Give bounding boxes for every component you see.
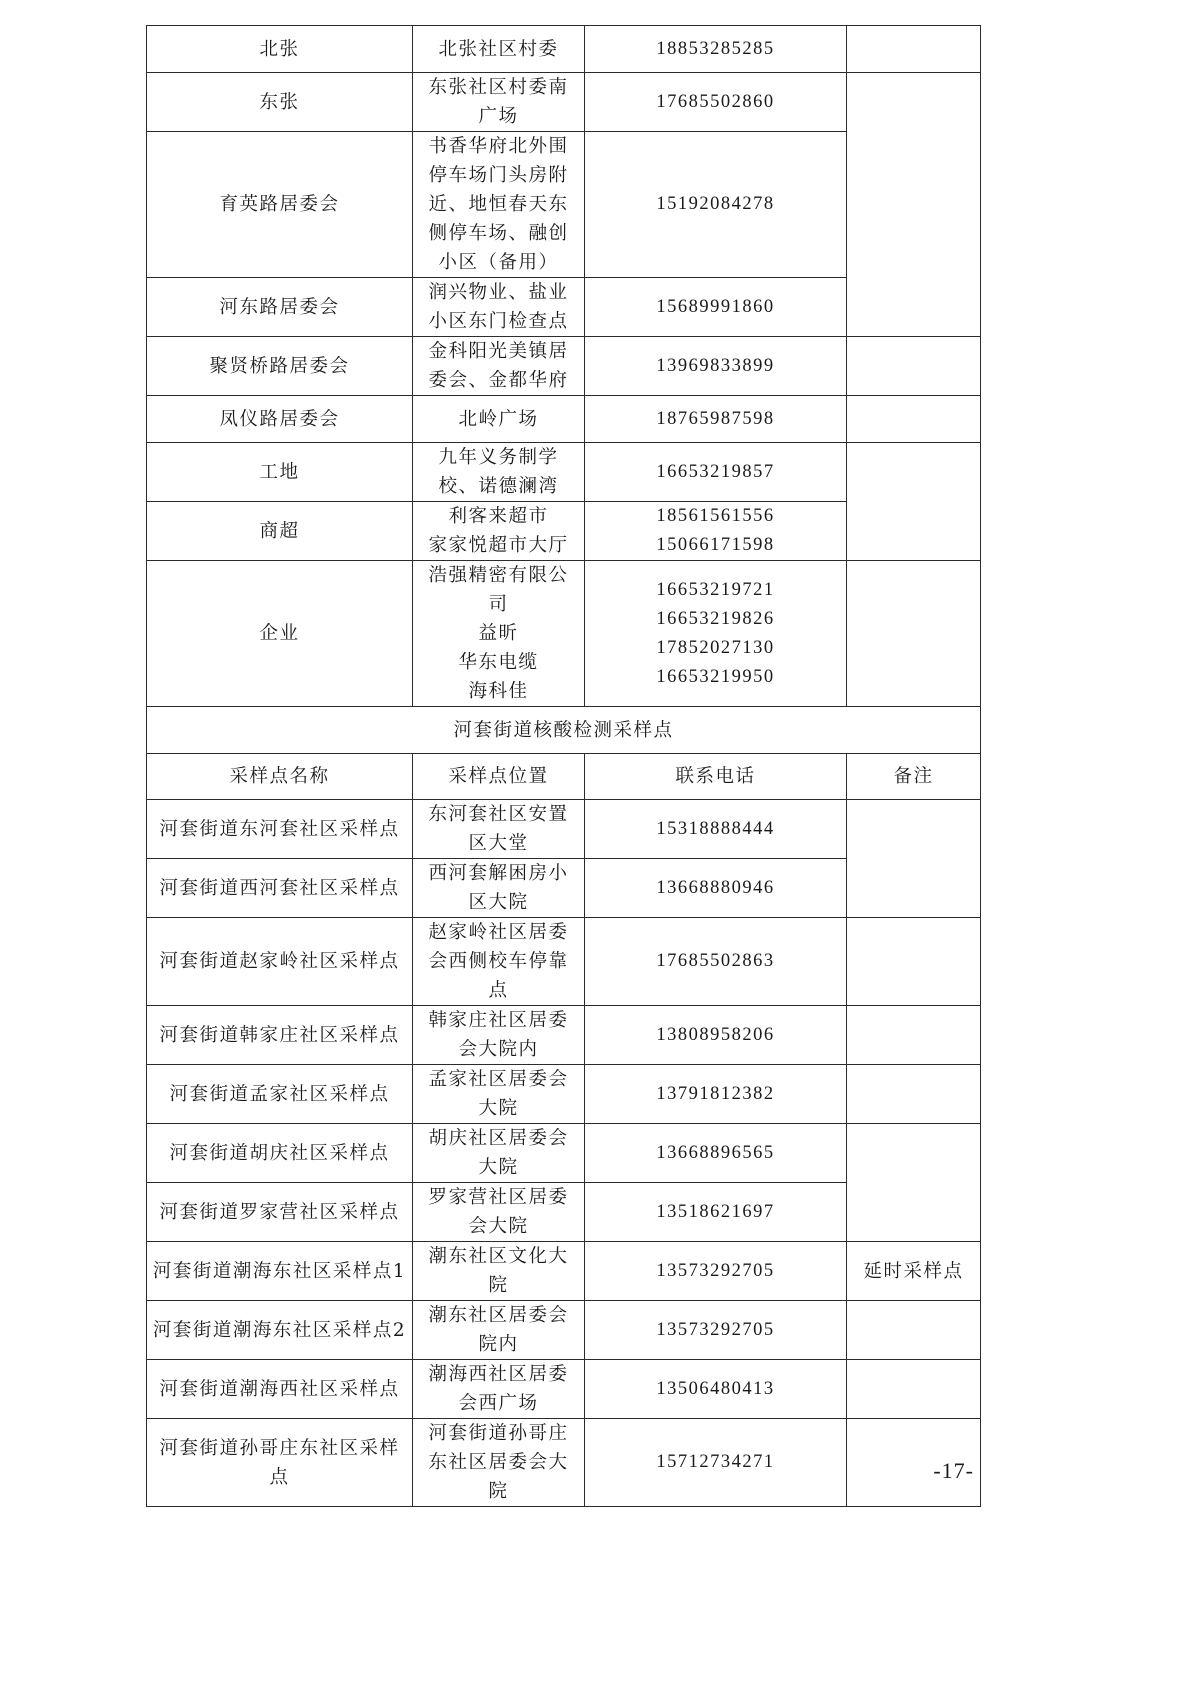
column-header-phone: 联系电话 (585, 754, 847, 800)
contact-phone-cell (585, 502, 847, 561)
contact-phone-cell: 16653219857 (585, 443, 847, 502)
phone-line: 17852027130 (656, 637, 775, 658)
table-row (147, 26, 981, 73)
contact-phone-cell: 17685502860 (585, 73, 847, 132)
header-row (147, 754, 981, 800)
site-location-cell (413, 502, 585, 561)
contact-phone-cell: 17685502863 (585, 918, 847, 1006)
location-line: 海科佳 (468, 681, 529, 702)
site-location-cell: 九年义务制学校、诺德澜湾 (413, 443, 585, 502)
remark-cell (847, 396, 981, 443)
remark-cell (847, 1006, 981, 1065)
column-header-remark: 备注 (847, 754, 981, 800)
site-name-cell: 北张 (147, 26, 413, 73)
location-line: 利客来超市 (448, 506, 549, 527)
contact-phone-cell: 13573292705 (585, 1301, 847, 1360)
table-row (147, 1242, 981, 1301)
page-number: -17- (933, 1458, 974, 1483)
contact-phone-cell: 13506480413 (585, 1360, 847, 1419)
table-row (147, 1124, 981, 1183)
phone-line: 16653219950 (656, 666, 775, 687)
site-location-cell: 书香华府北外围停车场门头房附近、地恒春天东侧停车场、融创小区（备用） (413, 132, 585, 278)
table-row (147, 1360, 981, 1419)
site-location-cell: 潮海西社区居委会西广场 (413, 1360, 585, 1419)
remark-cell: 延时采样点 (847, 1242, 981, 1301)
remark-cell (847, 561, 981, 707)
remark-cell (847, 1124, 981, 1242)
contact-phone-cell: 13668880946 (585, 859, 847, 918)
site-location-cell: 金科阳光美镇居委会、金都华府 (413, 337, 585, 396)
remark-cell (847, 26, 981, 73)
site-name-cell: 河套街道东河套社区采样点 (147, 800, 413, 859)
contact-phone-cell: 13573292705 (585, 1242, 847, 1301)
table-row (147, 337, 981, 396)
sampling-points-table (146, 25, 981, 1507)
table-row (147, 73, 981, 132)
contact-phone-cell: 15192084278 (585, 132, 847, 278)
remark-cell (847, 800, 981, 918)
site-name-cell: 河套街道韩家庄社区采样点 (147, 1006, 413, 1065)
contact-phone-cell: 13791812382 (585, 1065, 847, 1124)
column-header-name: 采样点名称 (147, 754, 413, 800)
section-title: 河套街道核酸检测采样点 (147, 707, 981, 754)
location-line: 益昕 (478, 623, 519, 644)
site-location-cell: 罗家营社区居委会大院 (413, 1183, 585, 1242)
remark-cell (847, 337, 981, 396)
table-row (147, 1065, 981, 1124)
contact-phone-cell (585, 561, 847, 707)
column-header-location: 采样点位置 (413, 754, 585, 800)
section-row (147, 707, 981, 754)
site-location-cell: 潮东社区文化大院 (413, 1242, 585, 1301)
site-name-cell: 凤仪路居委会 (147, 396, 413, 443)
contact-phone-cell: 13969833899 (585, 337, 847, 396)
site-location-cell: 韩家庄社区居委会大院内 (413, 1006, 585, 1065)
site-location-cell: 潮东社区居委会院内 (413, 1301, 585, 1360)
site-name-cell: 育英路居委会 (147, 132, 413, 278)
site-location-cell: 北岭广场 (413, 396, 585, 443)
table-row (147, 800, 981, 859)
table-row (147, 1006, 981, 1065)
site-name-cell: 河套街道胡庆社区采样点 (147, 1124, 413, 1183)
contact-phone-cell: 13518621697 (585, 1183, 847, 1242)
remark-cell (847, 443, 981, 561)
site-name-cell: 河套街道孙哥庄东社区采样点 (147, 1419, 413, 1507)
contact-phone-cell: 18853285285 (585, 26, 847, 73)
phone-line: 16653219826 (656, 608, 775, 629)
contact-phone-cell: 15689991860 (585, 278, 847, 337)
site-name-cell: 河套街道赵家岭社区采样点 (147, 918, 413, 1006)
contact-phone-cell: 15318888444 (585, 800, 847, 859)
location-line: 浩强精密有限公司 (428, 565, 569, 615)
site-location-cell: 北张社区村委 (413, 26, 585, 73)
contact-phone-cell: 13668896565 (585, 1124, 847, 1183)
site-name-cell: 聚贤桥路居委会 (147, 337, 413, 396)
site-name-cell: 企业 (147, 561, 413, 707)
location-line: 华东电缆 (458, 652, 539, 673)
table-row (147, 1419, 981, 1507)
site-name-cell: 河套街道潮海东社区采样点2 (147, 1301, 413, 1360)
site-location-cell: 赵家岭社区居委会西侧校车停靠点 (413, 918, 585, 1006)
site-name-cell: 工地 (147, 443, 413, 502)
site-name-cell: 河套街道孟家社区采样点 (147, 1065, 413, 1124)
site-name-cell: 河东路居委会 (147, 278, 413, 337)
phone-line: 18561561556 (656, 506, 775, 526)
table-row (147, 918, 981, 1006)
remark-cell (847, 1360, 981, 1419)
site-location-cell: 润兴物业、盐业小区东门检查点 (413, 278, 585, 337)
site-name-cell: 东张 (147, 73, 413, 132)
site-location-cell: 东河套社区安置区大堂 (413, 800, 585, 859)
site-location-cell: 东张社区村委南广场 (413, 73, 585, 132)
site-name-cell: 河套街道潮海东社区采样点1 (147, 1242, 413, 1301)
site-location-cell: 西河套解困房小区大院 (413, 859, 585, 918)
remark-cell (847, 1065, 981, 1124)
phone-line: 15066171598 (656, 535, 775, 555)
site-location-cell: 孟家社区居委会大院 (413, 1065, 585, 1124)
site-name-cell: 河套街道西河套社区采样点 (147, 859, 413, 918)
site-location-cell: 河套街道孙哥庄东社区居委会大院 (413, 1419, 585, 1507)
table-row (147, 396, 981, 443)
contact-phone-cell: 18765987598 (585, 396, 847, 443)
remark-cell (847, 918, 981, 1006)
contact-phone-cell: 15712734271 (585, 1419, 847, 1507)
site-name-cell: 商超 (147, 502, 413, 561)
site-location-cell: 胡庆社区居委会大院 (413, 1124, 585, 1183)
table-row (147, 1301, 981, 1360)
location-line: 家家悦超市大厅 (428, 535, 569, 556)
remark-cell (847, 1301, 981, 1360)
contact-phone-cell: 13808958206 (585, 1006, 847, 1065)
table-row (147, 443, 981, 502)
site-location-cell (413, 561, 585, 707)
site-name-cell: 河套街道潮海西社区采样点 (147, 1360, 413, 1419)
table-row (147, 561, 981, 707)
site-name-cell: 河套街道罗家营社区采样点 (147, 1183, 413, 1242)
remark-cell (847, 73, 981, 337)
phone-line: 16653219721 (656, 579, 775, 600)
